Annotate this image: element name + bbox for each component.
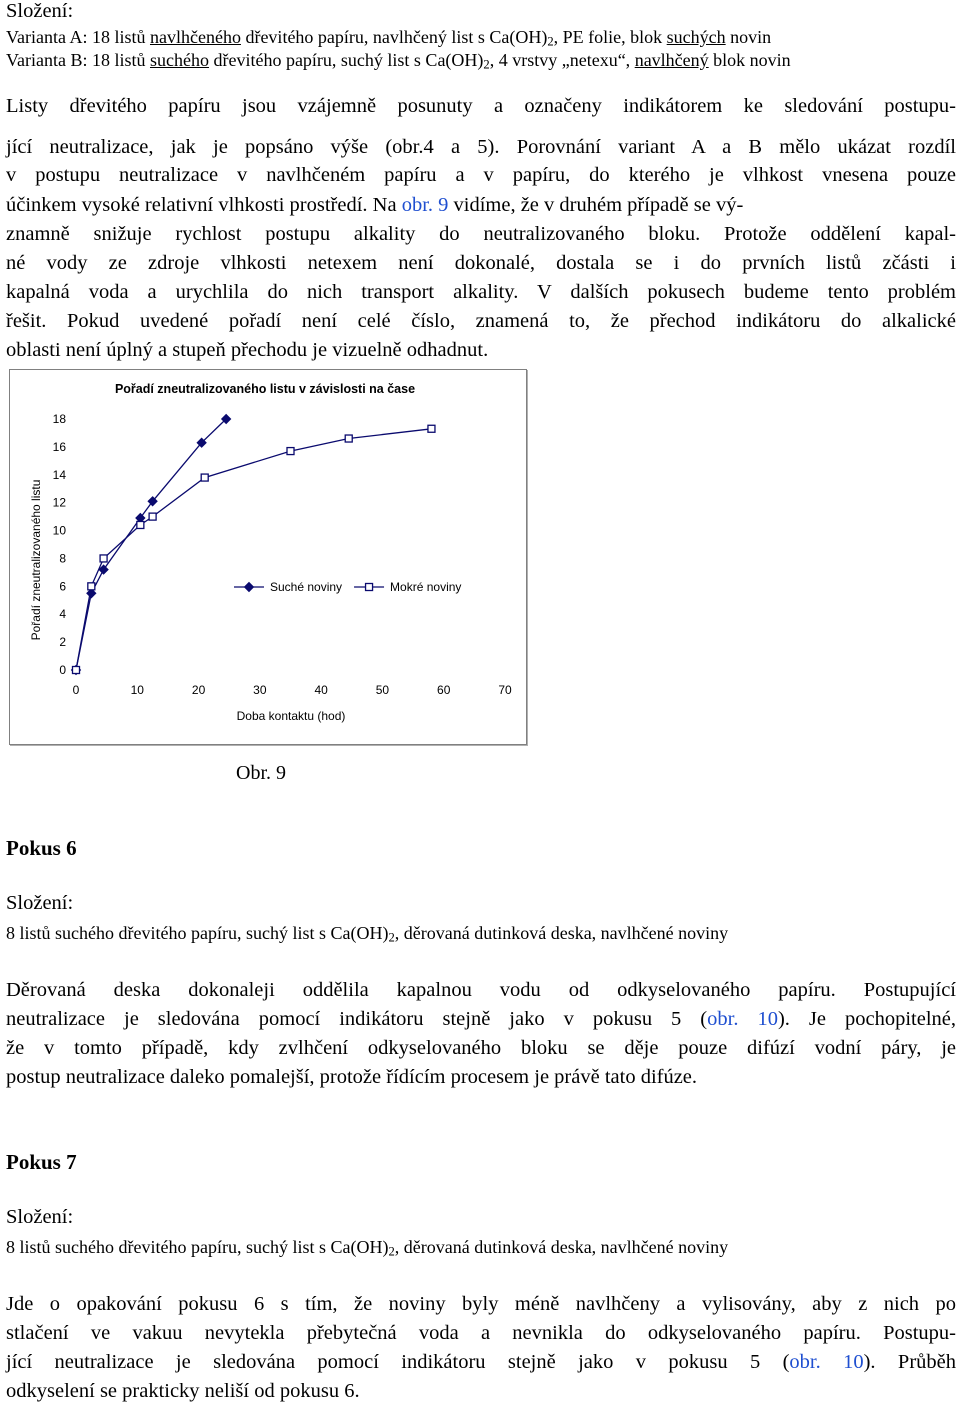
variant-b-line (6, 49, 791, 71)
paragraph-line: postup neutralizace daleko pomalejší, protože řídícím procesem je právě tato difúze. (6, 1066, 698, 1088)
y-tick-label: 18 (52, 412, 66, 426)
paragraph-line: né vody ze zdroje vlhkosti netexem není dokonalé, dostala se i do prvních listů zčásti i (6, 252, 956, 274)
chart-title: Pořadí zneutralizovaného listu v závislosti na čase (114, 382, 416, 396)
text-run: , 4 vrstvy „netexu“, (489, 50, 635, 70)
underlined-word: suchého (149, 50, 209, 70)
data-point-marker (73, 667, 80, 674)
text-run: dřevitého papíru, navlhčený list s Ca(OH) (240, 27, 548, 47)
series-lines (76, 419, 432, 670)
chart-svg (10, 370, 526, 744)
x-tick-label: 50 (375, 683, 390, 697)
text-run: ). Průběh (863, 1351, 957, 1373)
data-point-marker (345, 435, 352, 442)
subscript: 2 (483, 57, 490, 72)
y-tick-labels (53, 412, 67, 677)
legend-entry: Mokré noviny (390, 580, 462, 594)
paragraph-line (6, 1348, 956, 1376)
paragraph-line: znamně snižuje rychlost postupu alkality do neutralizovaného bloku. Protože oddělení kapal- (6, 223, 956, 245)
subscript: 2 (547, 34, 554, 49)
text-run: , PE folie, blok (553, 27, 667, 47)
chart-frame (9, 369, 527, 745)
y-tick-label: 14 (52, 467, 66, 482)
data-point-marker (201, 474, 208, 481)
x-tick-label: 30 (253, 683, 267, 697)
y-tick-label: 6 (59, 579, 66, 594)
underlined-word: suchých (666, 27, 726, 47)
text-run: novin (725, 27, 772, 47)
y-tick-label: 2 (59, 635, 66, 650)
underlined-word: navlhčený (634, 50, 709, 70)
subscript: 2 (388, 930, 395, 945)
x-axis-label: Doba kontaktu (hod) (236, 709, 346, 723)
x-tick-label: 70 (498, 683, 512, 697)
paragraph-line: Listy dřevitého papíru jsou vzájemně posunuty a označeny indikátorem ke sledování postupu- (6, 95, 956, 117)
paragraph-line: odkyselení se prakticky neliší od pokusu 6. (6, 1380, 360, 1402)
figure-link[interactable]: 9 (438, 194, 449, 216)
legend (234, 580, 461, 594)
x-tick-label: 60 (437, 683, 451, 697)
paragraph-line: oblasti není úplný a stupeň přechodu je vizuelně odhadnut. (6, 339, 489, 361)
text-run: vidíme, že v druhém případě se vý- (448, 194, 744, 216)
paragraph-line (6, 1005, 956, 1033)
paragraph-line: Děrovaná deska dokonaleji oddělila kapalnou vodu od odkyselovaného papíru. Postupující (6, 979, 956, 1001)
composition-line (6, 1236, 728, 1258)
figure-caption: Obr. 9 (236, 762, 286, 784)
text-run: Varianta A: 18 listů (6, 27, 150, 47)
data-point-marker (88, 583, 95, 590)
data-point-marker (245, 583, 254, 592)
text-run: , děrovaná dutinková deska, navlhčené noviny (394, 1237, 729, 1257)
series-line (76, 429, 432, 670)
text-run: účinkem vysoké relativní vlhkosti prostředí. Na (6, 194, 402, 216)
legend-entry: Suché noviny (270, 580, 343, 594)
x-tick-label: 40 (314, 683, 328, 697)
section-heading-pokus-7: Pokus 7 (6, 1150, 77, 1174)
y-tick-label: 16 (52, 439, 66, 454)
x-tick-label: 10 (130, 683, 144, 697)
x-tick-label: 20 (191, 683, 206, 697)
y-tick-label: 4 (59, 607, 66, 622)
paragraph-line: kapalná voda a urychlila do nich transport alkality. V dalších pokusech budeme tento problém (6, 281, 956, 303)
series-markers (72, 415, 435, 675)
paragraph-line (6, 191, 743, 219)
y-tick-label: 10 (52, 523, 66, 538)
data-point-marker (149, 513, 156, 520)
composition-line (6, 922, 728, 944)
data-point-marker (428, 425, 435, 432)
paragraph-line: v postupu neutralizace v navlhčeném papíru a v papíru, do kterého je vlhkost vnesena pouze (6, 164, 956, 186)
y-tick-label: 12 (52, 495, 66, 510)
text-run: blok novin (708, 50, 791, 70)
data-point-marker (366, 584, 373, 591)
paragraph-line: jící neutralizace, jak je popsáno výše (obr.4 a 5). Porovnání variant A a B mělo ukázat rozdíl (6, 136, 956, 158)
variant-a-line (6, 26, 771, 48)
y-axis-label: Pořadí zneutralizovaného listu (29, 479, 43, 641)
text-run: dřevitého papíru, suchý list s Ca(OH) (208, 50, 484, 70)
composition-label: Složení: (6, 0, 74, 22)
y-tick-label: 8 (59, 551, 66, 566)
data-point-marker (100, 555, 107, 562)
figure-link[interactable]: obr. 10 (707, 1008, 778, 1030)
paragraph-line: řešit. Pokud uvedené pořadí není celé číslo, znamená to, že přechod indikátoru do alkalické (6, 310, 956, 332)
composition-label: Složení: (6, 1206, 74, 1228)
paragraph-line: Jde o opakování pokusu 6 s tím, že noviny byly méně navlhčeny a vylisovány, aby z nich po (6, 1293, 956, 1315)
subscript: 2 (388, 1244, 395, 1259)
text-run: neutralizace je sledována pomocí indikátoru stejně jako v pokusu 5 ( (6, 1008, 708, 1030)
series-line (76, 419, 226, 670)
text-run: ). Je pochopitelné, (777, 1008, 956, 1030)
figure-link[interactable]: obr. 10 (789, 1351, 864, 1373)
underlined-word: navlhčeného (149, 27, 241, 47)
text-run: , děrovaná dutinková deska, navlhčené noviny (394, 923, 729, 943)
text-run: 8 listů suchého dřevitého papíru, suchý list s Ca(OH) (6, 923, 389, 943)
text-run: 8 listů suchého dřevitého papíru, suchý list s Ca(OH) (6, 1237, 389, 1257)
section-heading-pokus-6: Pokus 6 (6, 836, 77, 860)
data-point-marker (287, 448, 294, 455)
figure-link[interactable]: obr. (401, 194, 434, 216)
x-tick-labels (73, 683, 512, 697)
x-tick-label: 0 (72, 683, 80, 697)
text-run: Varianta B: 18 listů (6, 50, 150, 70)
y-tick-label: 0 (59, 663, 66, 677)
composition-label: Složení: (6, 892, 74, 914)
paragraph-line: že v tomto případě, kdy zvlhčení odkyselovaného bloku se děje pouze difúzí vodní páry, je (6, 1037, 956, 1059)
text-run: jící neutralizace je sledována pomocí indikátoru stejně jako v pokusu 5 ( (6, 1351, 790, 1373)
data-point-marker (137, 521, 144, 528)
paragraph-line: stlačení ve vakuu nevytekla přebytečná voda a nevnikla do odkyselovaného papíru. Postupu- (6, 1322, 956, 1344)
